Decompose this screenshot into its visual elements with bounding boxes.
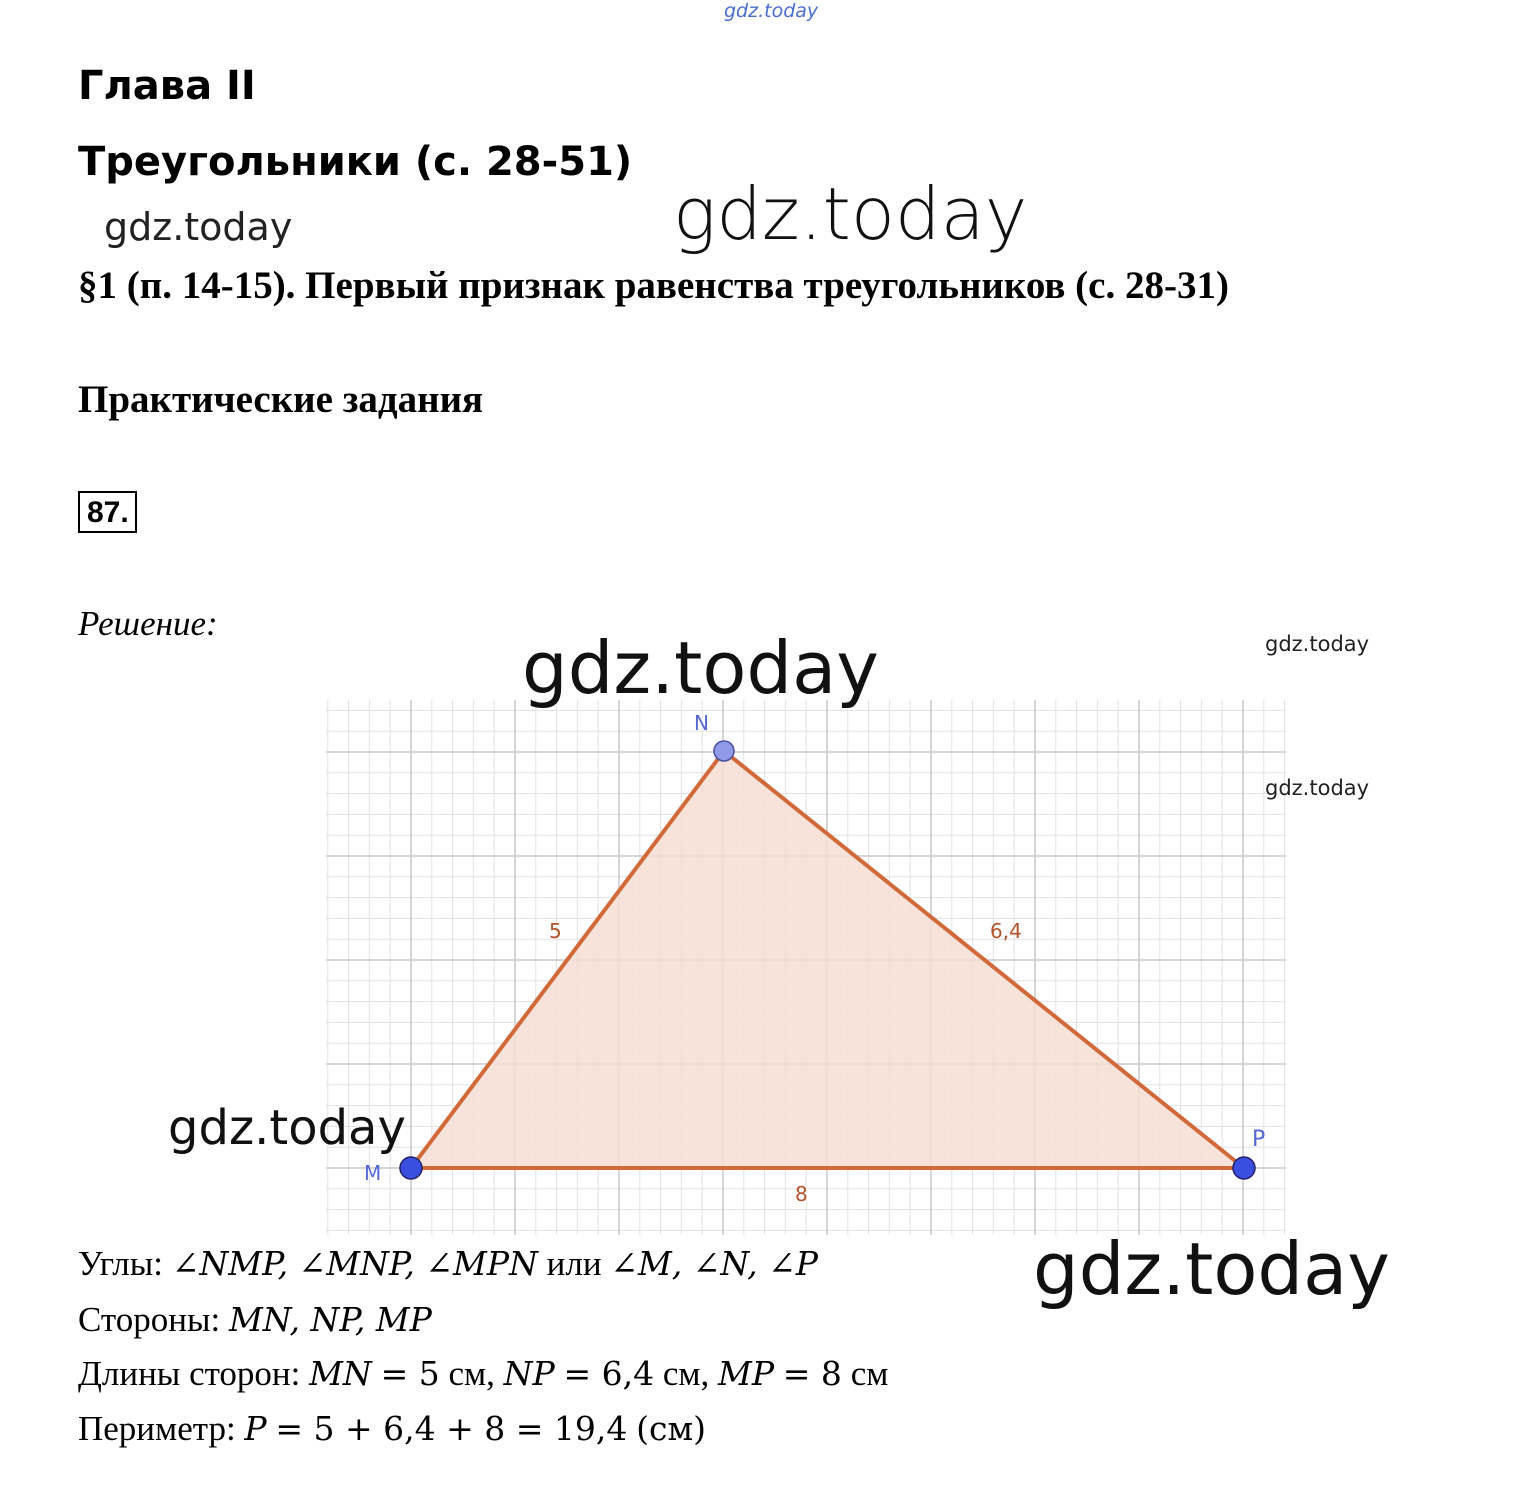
answer-perimeter-line [78, 1411, 706, 1446]
watermark-right-lower: gdz.today [1265, 776, 1370, 800]
watermark-large-header: gdz.today [673, 172, 1028, 256]
angles-label: Углы: [78, 1244, 163, 1283]
perimeter-label: Периметр: [78, 1409, 236, 1448]
side-mp-length-label: 8 [795, 1182, 808, 1206]
topic-title: Треугольники (с. 28-51) [78, 139, 633, 185]
length-mn-var: MN [309, 1354, 372, 1393]
chapter-title: Глава II [78, 63, 256, 109]
answer-sides-line [78, 1302, 432, 1337]
perimeter-var: P [244, 1409, 267, 1448]
length-mp-var: MP [718, 1354, 775, 1393]
triangle-figure [326, 700, 1286, 1235]
length-np-unit: см [662, 1354, 701, 1393]
vertex-m-point [400, 1157, 422, 1179]
length-mn-value: = 5 [380, 1354, 440, 1393]
answer-lengths-line: Длины сторон: MN = 5 см, NP = 6,4 см, MP = 8 см [78, 1354, 889, 1393]
length-mp-value: = 8 [782, 1354, 842, 1393]
watermark-mid: gdz.today [522, 626, 879, 710]
watermark-right-upper: gdz.today [1265, 632, 1370, 656]
vertex-n-point [714, 741, 734, 761]
watermark-left-low: gdz.today [168, 1100, 406, 1156]
watermark-bottom: gdz.today [1033, 1227, 1390, 1311]
perimeter-expression: = 5 + 6,4 + 8 = 19,4 [275, 1409, 628, 1448]
watermark-small-left: gdz.today [104, 205, 293, 249]
lengths-label: Длины сторон: [78, 1354, 301, 1393]
length-np-var: NP [503, 1354, 555, 1393]
vertex-m-label: M [364, 1161, 382, 1185]
vertex-p-point [1233, 1157, 1255, 1179]
section-title: §1 (п. 14-15). Первый признак равенства треугольников (с. 28-31) [78, 264, 1229, 307]
sides-expression: MN, NP, MP [228, 1300, 432, 1339]
sides-label: Стороны: [78, 1300, 221, 1339]
side-mn-length-label: 5 [549, 919, 562, 943]
length-np-value: = 6,4 [563, 1354, 655, 1393]
angles-expression: ∠NMP, ∠MNP, ∠MPN [171, 1244, 538, 1283]
solution-label: Решение: [78, 604, 218, 643]
perimeter-unit: (см) [636, 1409, 707, 1448]
triangle-diagram [326, 700, 1286, 1235]
vertex-n-label: N [694, 711, 709, 735]
angles-short-expression: ∠M, ∠N, ∠P [610, 1244, 819, 1283]
length-mp-unit: см [850, 1354, 889, 1393]
subsection-title: Практические задания [78, 378, 484, 421]
angles-or-word: или [546, 1244, 602, 1283]
answer-angles-line [78, 1246, 818, 1281]
task-number-badge: 87. [78, 491, 137, 533]
side-np-length-label: 6,4 [990, 919, 1022, 943]
watermark-top: gdz.today [724, 0, 819, 22]
length-mn-unit: см [448, 1354, 487, 1393]
vertex-p-label: P [1252, 1127, 1266, 1152]
